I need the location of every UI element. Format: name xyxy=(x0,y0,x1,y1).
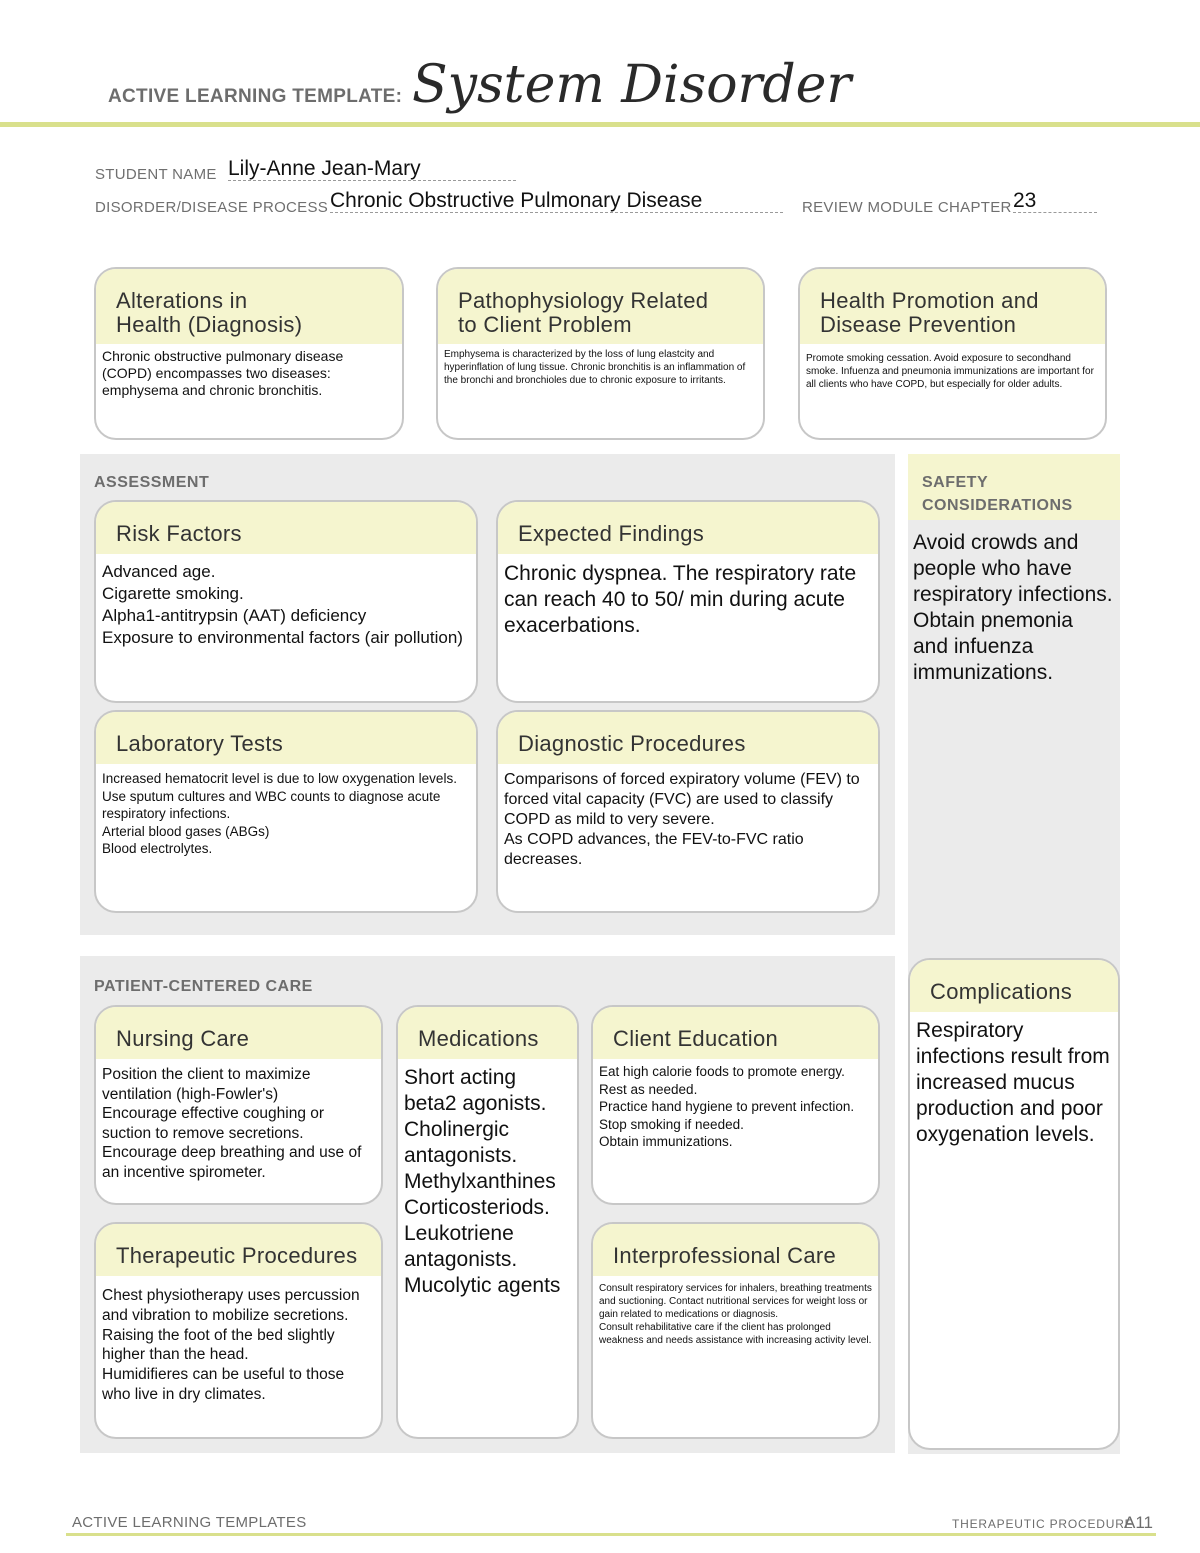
medications-box xyxy=(396,1005,579,1439)
patient-care-title: PATIENT-CENTERED CARE xyxy=(94,978,313,995)
nursing-care-title: Nursing Care xyxy=(96,1007,381,1059)
laboratory-tests-text[interactable]: Increased hematocrit level is due to low oxygenation levels. Use sputum cultures and WBC counts to diagnose acute respiratory infections. Arterial blood gases (ABGs) Blood electrolytes. xyxy=(102,771,457,856)
health-promotion-title: Health Promotion and Disease Prevention xyxy=(800,269,1105,344)
therapeutic-procedures-box xyxy=(94,1222,383,1439)
laboratory-tests-title: Laboratory Tests xyxy=(96,712,476,764)
medications-title: Medications xyxy=(398,1007,577,1059)
medications-text[interactable]: Short acting beta2 agonists. Cholinergic antagonists. Methylxanthines Corticosteriods. Leukotriene antagonists. Mucolytic agents xyxy=(404,1066,561,1297)
expected-findings-box xyxy=(496,500,880,703)
page-number: A11 xyxy=(1124,1513,1153,1532)
health-promotion-box xyxy=(798,267,1107,440)
diagnostic-procedures-text[interactable]: Comparisons of forced expiratory volume (FEV) to forced vital capacity (FVC) are used to classify COPD as mild to very severe. As COPD advances, the FEV-to-FVC ratio decreases. xyxy=(504,771,860,868)
nursing-care-box xyxy=(94,1005,383,1205)
health-promotion-text[interactable]: Promote smoking cessation. Avoid exposure to secondhand smoke. Infuenza and pneumonia immunizations are important for all clients who have COPD, but especially for older adults. xyxy=(806,353,1094,390)
complications-box xyxy=(908,958,1120,1450)
page-title: System Disorder xyxy=(412,55,852,115)
risk-factors-text[interactable]: Advanced age. Cigarette smoking. Alpha1-antitrypsin (AAT) deficiency Exposure to environmental factors (air pollution) xyxy=(102,562,463,647)
footer-left: ACTIVE LEARNING TEMPLATES xyxy=(72,1514,307,1531)
alterations-text[interactable]: Chronic obstructive pulmonary disease (COPD) encompasses two diseases: emphysema and chronic bronchitis. xyxy=(102,348,344,398)
expected-findings-text[interactable]: Chronic dyspnea. The respiratory rate can reach 40 to 50/ min during acute exacerbations. xyxy=(504,562,857,637)
pathophysiology-title: Pathophysiology Related to Client Problem xyxy=(438,269,763,344)
risk-factors-box xyxy=(94,500,478,703)
footer-right: THERAPEUTIC PROCEDURE xyxy=(952,1517,1134,1531)
expected-findings-title: Expected Findings xyxy=(498,502,878,554)
therapeutic-procedures-title: Therapeutic Procedures xyxy=(96,1224,381,1276)
footer-divider xyxy=(66,1533,1156,1536)
alterations-title: Alterations in Health (Diagnosis) xyxy=(96,269,402,344)
risk-factors-title: Risk Factors xyxy=(96,502,476,554)
interprofessional-care-title: Interprofessional Care xyxy=(593,1224,878,1276)
nursing-care-text[interactable]: Position the client to maximize ventilation (high-Fowler's) Encourage effective coughing or suction to remove secretions. Encourage deep breathing and use of an incentive spirometer. xyxy=(102,1066,362,1181)
therapeutic-procedures-text[interactable]: Chest physiotherapy uses percussion and vibration to mobilize secretions. Raising the foot of the bed slightly higher than the head. Humidifieres can be useful to those who live in dry climates. xyxy=(102,1287,360,1403)
diagnostic-procedures-title: Diagnostic Procedures xyxy=(498,712,878,764)
client-education-text[interactable]: Eat high calorie foods to promote energy. Rest as needed. Practice hand hygiene to prevent infection. Stop smoking if needed. Obtain immunizations. xyxy=(599,1064,855,1149)
student-name-field[interactable]: Lily-Anne Jean-Mary xyxy=(228,157,516,181)
laboratory-tests-box xyxy=(94,710,478,913)
pathophysiology-box xyxy=(436,267,765,440)
disorder-label: DISORDER/DISEASE PROCESS xyxy=(95,199,329,216)
diagnostic-procedures-box xyxy=(496,710,880,913)
complications-text[interactable]: Respiratory infections result from increased mucus production and poor oxygenation levels. xyxy=(916,1019,1110,1146)
student-name-label: STUDENT NAME xyxy=(95,166,217,183)
client-education-title: Client Education xyxy=(593,1007,878,1059)
chapter-field[interactable]: 23 xyxy=(1013,189,1097,213)
interprofessional-care-text[interactable]: Consult respiratory services for inhalers, breathing treatments and suctioning. Contact nutritional services for weight loss or gain related to medications or diagnosis. Consult rehabilitative care if the client has prolonged weakness and needs assistance with increasing activity level. xyxy=(599,1283,872,1346)
safety-title: SAFETY CONSIDERATIONS xyxy=(908,454,1120,520)
client-education-box xyxy=(591,1005,880,1205)
header-label: ACTIVE LEARNING TEMPLATE: xyxy=(108,86,403,107)
header-divider xyxy=(0,122,1200,127)
interprofessional-care-box xyxy=(591,1222,880,1439)
safety-text[interactable]: Avoid crowds and people who have respiratory infections. Obtain pnemonia and infuenza immunizations. xyxy=(913,531,1113,684)
chapter-label: REVIEW MODULE CHAPTER xyxy=(802,199,1012,216)
assessment-title: ASSESSMENT xyxy=(94,474,210,491)
alterations-box xyxy=(94,267,404,440)
pathophysiology-text[interactable]: Emphysema is characterized by the loss of lung elastcity and hyperinflation of lung tissue. Chronic bronchitis is an inflammation of the bronchi and bronchioles due to chronic exposure to irritants. xyxy=(444,349,746,386)
disorder-field[interactable]: Chronic Obstructive Pulmonary Disease xyxy=(330,189,783,213)
complications-title: Complications xyxy=(910,960,1118,1012)
